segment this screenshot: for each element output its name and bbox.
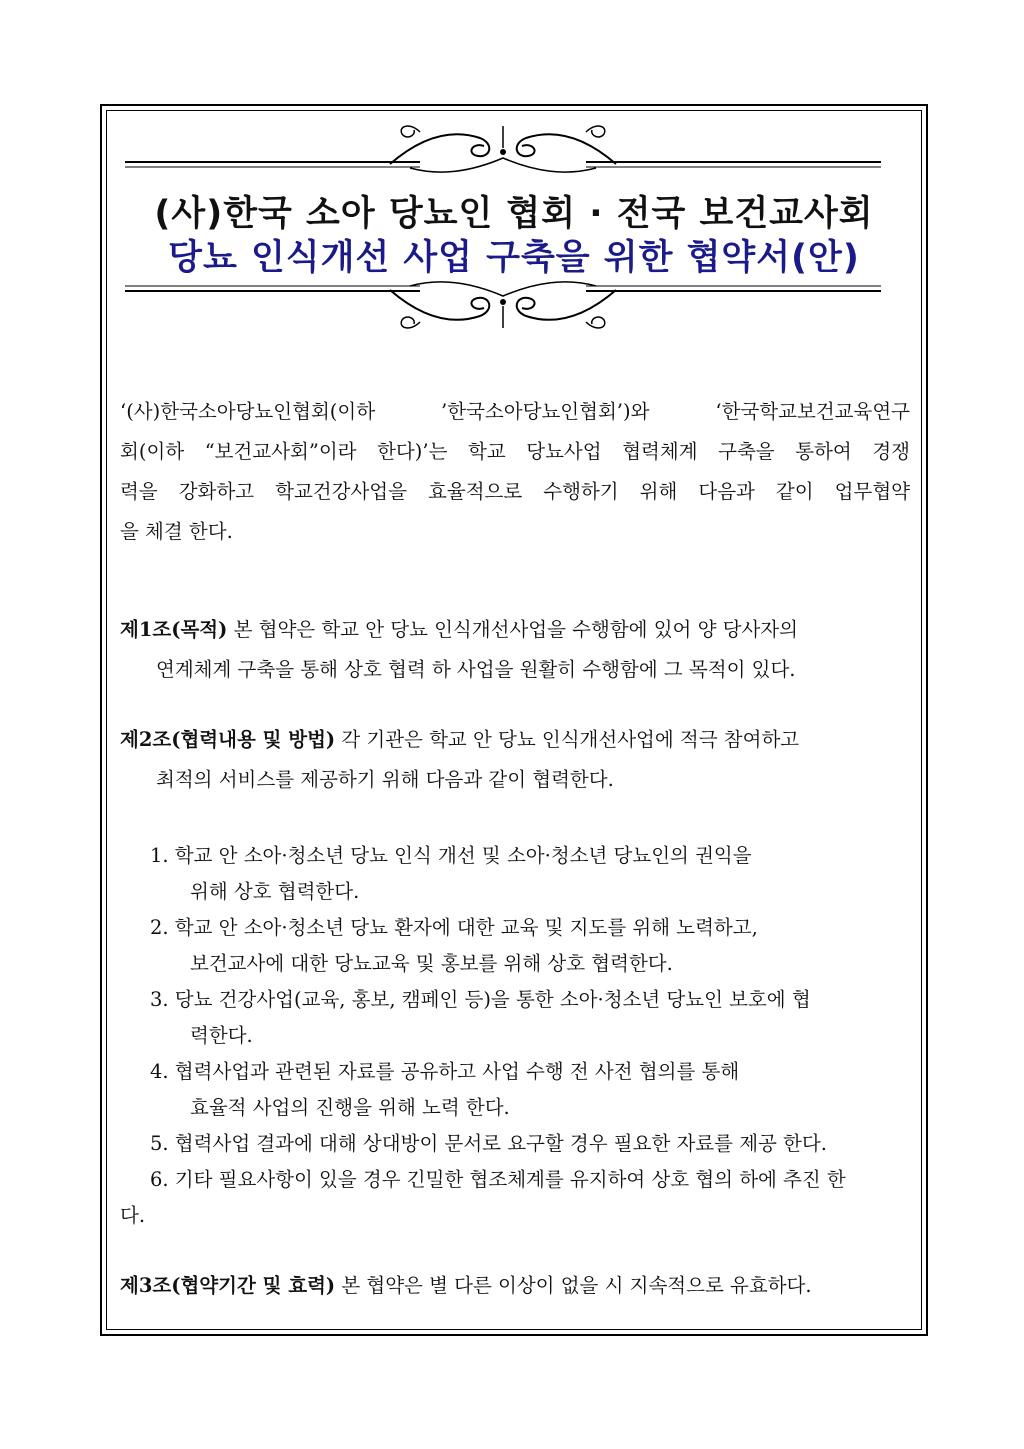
list-item-continuation: 다. [120,1204,146,1227]
article-2-text: 각 기관은 학교 안 당뇨 인식개선사업에 적극 참여하고 [335,728,800,751]
list-item-text: 6. 기타 필요사항이 있을 경우 긴밀한 협조체계를 유지하여 상호 협의 하에 추진 한 [150,1168,846,1191]
article-1-line1 [120,610,920,650]
intro-line: 력을 강화하고 학교건강사업을 효율적으로 수행하기 위해 다음과 같이 업무협약 [120,480,910,503]
document-title-line1: (사)한국 소아 당뇨인 협회 · 전국 보건교사회 [154,194,874,234]
article-1-line2: 연계체계 구축을 통해 상호 협력 하 사업을 원활히 수행함에 그 목적이 있다. [156,658,796,681]
article-2-line1 [120,720,920,760]
cooperation-items-list [120,838,920,1234]
document-title-line2: 당뇨 인식개선 사업 구축을 위한 협약서(안) [168,238,860,278]
list-item-text: 1. 학교 안 소아·청소년 당뇨 인식 개선 및 소아·청소년 당뇨인의 권익을 [150,844,752,867]
article-3-line1 [120,1266,920,1306]
intro-line: ‘(사)한국소아당뇨인협회(이하 ’한국소아당뇨인협회’)와 ‘한국학교보건교육연구 [120,400,910,423]
list-item [150,1054,920,1126]
list-item-text: 4. 협력사업과 관련된 자료를 공유하고 사업 수행 전 사전 협의를 통해 [150,1060,740,1083]
article-3-heading: 제3조(협약기간 및 효력) [120,1274,336,1297]
list-item-text: 5. 협력사업 결과에 대해 상대방이 문서로 요구할 경우 필요한 자료를 제공 한다. [150,1132,827,1155]
article-1 [120,610,920,690]
list-item [120,1162,920,1234]
article-1-heading: 제1조(목적) [120,618,228,641]
article-3 [120,1266,920,1306]
list-item-text: 3. 당뇨 건강사업(교육, 홍보, 캠페인 등)을 통한 소아·청소년 당뇨인 보호에 협 [150,988,811,1011]
list-item-continuation: 위해 상호 협력한다. [190,880,360,903]
list-item-continuation: 력한다. [190,1024,253,1047]
article-1-text: 본 협약은 학교 안 당뇨 인식개선사업을 수행함에 있어 양 당사자의 [227,618,798,641]
top-ornament [120,118,886,178]
article-3-text: 본 협약은 별 다른 이상이 없을 시 지속적으로 유효하다. [335,1274,812,1297]
list-item [150,982,920,1054]
list-item-text: 2. 학교 안 소아·청소년 당뇨 환자에 대한 교육 및 지도를 위해 노력하고, [150,916,758,939]
intro-line: 을 체결 한다. [120,520,233,543]
list-item [150,1126,920,1162]
list-item-continuation: 보건교사에 대한 당뇨교육 및 홍보를 위해 상호 협력한다. [190,952,673,975]
article-2 [120,720,920,800]
article-2-line2: 최적의 서비스를 제공하기 위해 다음과 같이 협력한다. [156,768,614,791]
article-2-heading: 제2조(협력내용 및 방법) [120,728,336,751]
list-item [150,838,920,910]
list-item-continuation: 효율적 사업의 진행을 위해 노력 한다. [190,1096,510,1119]
intro-line: 회(이하 “보건교사회”이라 한다)’는 학교 당뇨사업 협력체계 구축을 통하여 경쟁 [120,440,910,463]
intro-paragraph [120,392,910,552]
bottom-ornament [120,276,886,336]
list-item [150,910,920,982]
